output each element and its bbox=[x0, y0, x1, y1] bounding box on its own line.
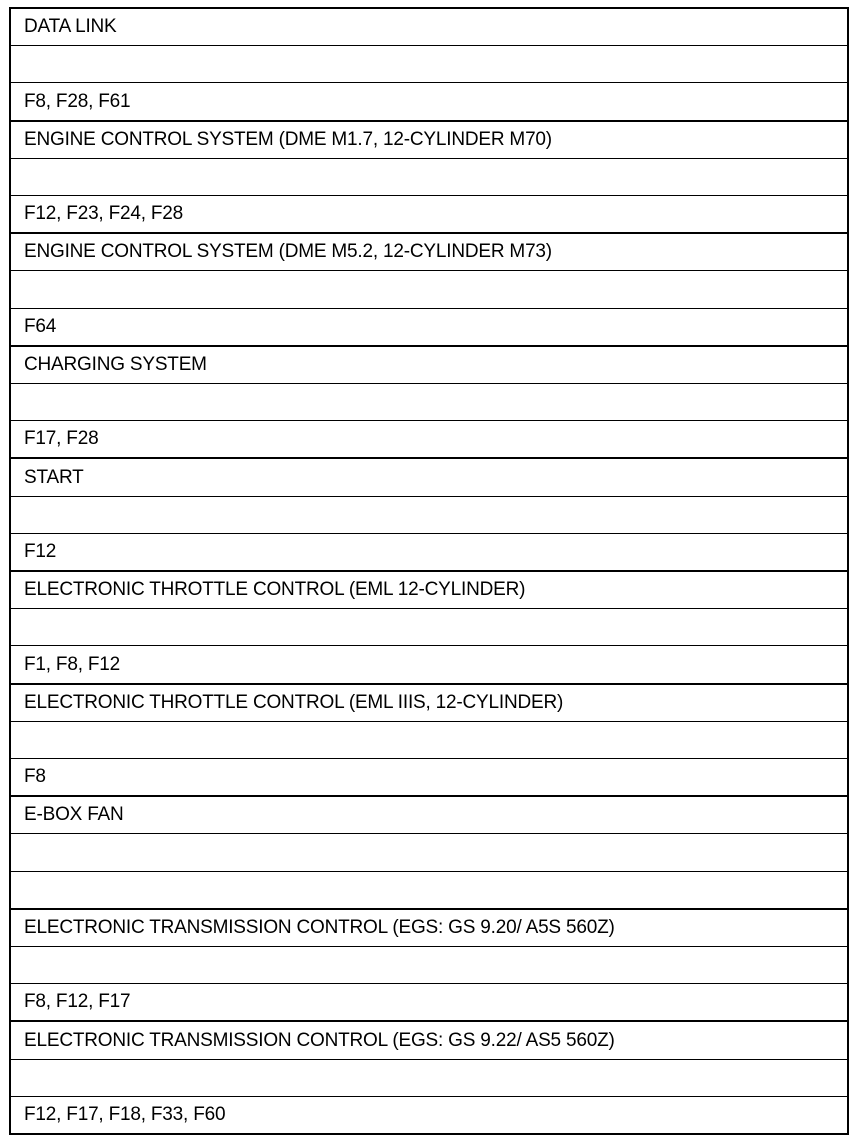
table-row bbox=[11, 872, 847, 910]
fuse-table bbox=[9, 7, 849, 1135]
table-row: ELECTRONIC THROTTLE CONTROL (EML 12-CYLINDER) bbox=[11, 572, 847, 609]
table-row: F8 bbox=[11, 759, 847, 797]
table-row: CHARGING SYSTEM bbox=[11, 347, 847, 384]
table-row: E-BOX FAN bbox=[11, 797, 847, 834]
table-row: DATA LINK bbox=[11, 9, 847, 46]
table-row bbox=[11, 497, 847, 534]
table-row: F12, F17, F18, F33, F60 bbox=[24, 1103, 226, 1125]
table-row: ENGINE CONTROL SYSTEM (DME M1.7, 12-CYLINDER M70) bbox=[11, 122, 847, 159]
table-row bbox=[11, 271, 847, 308]
table-row: F8, F12, F17 bbox=[11, 984, 847, 1022]
table-row: ELECTRONIC TRANSMISSION CONTROL (EGS: GS 9.22/ AS5 560Z) bbox=[11, 1022, 847, 1059]
table-row: F8, F28, F61 bbox=[11, 83, 847, 121]
table-row bbox=[11, 947, 847, 984]
table-row: F12, F23, F24, F28 bbox=[11, 196, 847, 234]
table-row: F64 bbox=[11, 309, 847, 347]
table-row bbox=[11, 159, 847, 196]
table-row: ELECTRONIC THROTTLE CONTROL (EML IIIS, 12-CYLINDER) bbox=[11, 685, 847, 722]
table-row: F12 bbox=[11, 534, 847, 572]
table-row: START bbox=[11, 459, 847, 496]
table-row bbox=[11, 722, 847, 759]
table-row: ELECTRONIC TRANSMISSION CONTROL (EGS: GS 9.20/ A5S 560Z) bbox=[11, 910, 847, 947]
table-row bbox=[11, 384, 847, 421]
table-row: F17, F28 bbox=[11, 421, 847, 459]
table-row bbox=[11, 609, 847, 646]
table-row: F1, F8, F12 bbox=[11, 646, 847, 684]
table-row bbox=[11, 834, 847, 871]
table-row bbox=[11, 46, 847, 83]
table-row: ENGINE CONTROL SYSTEM (DME M5.2, 12-CYLINDER M73) bbox=[11, 234, 847, 271]
table-row bbox=[11, 1060, 847, 1097]
